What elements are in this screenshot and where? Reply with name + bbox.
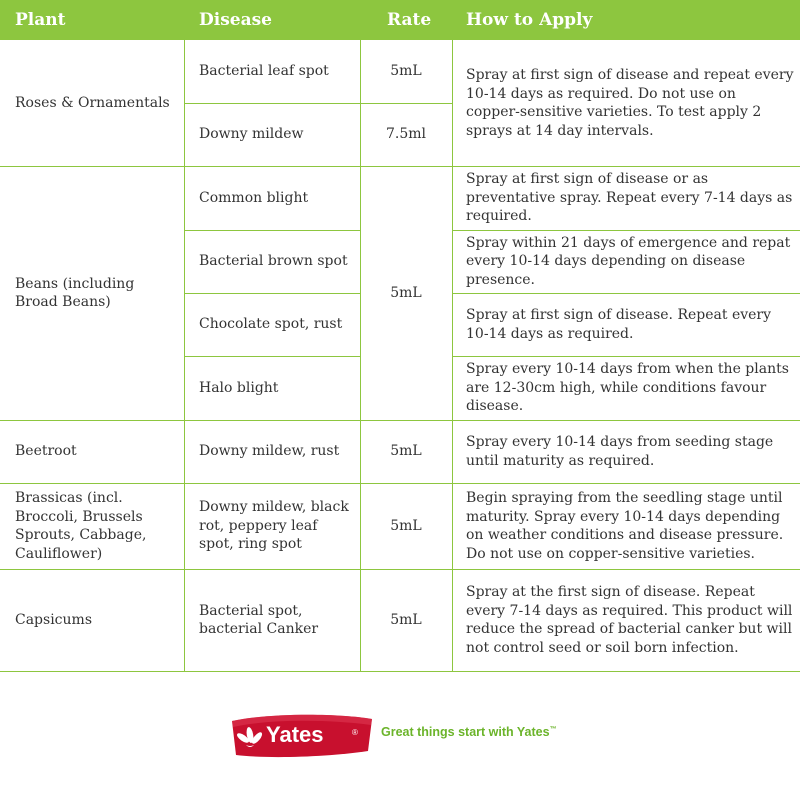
apply-text: Spray at first sign of disease or as preventative spray. Repeat every 7-14 days as required. [466, 171, 793, 225]
disease-cell [199, 483, 349, 569]
plant-name: Brassicas (incl. Broccoli, Brussels Sprouts, Cabbage, Cauliflower) [15, 490, 147, 562]
tagline-text: Great things start with Yates [381, 725, 550, 740]
rate-cell [360, 569, 452, 671]
plant-cell [15, 166, 175, 420]
apply-cell [466, 420, 794, 483]
apply-text: Spray within 21 days of emergence and repat every 10-14 days depending on disease presence. [466, 234, 791, 288]
disease-cell [199, 230, 349, 293]
plant-name: Beans (including Broad Beans) [15, 275, 135, 310]
plant-cell [15, 569, 175, 671]
rate-cell [360, 40, 452, 103]
apply-cell [466, 40, 794, 166]
apply-cell [466, 483, 794, 569]
tagline [381, 720, 557, 740]
plant-cell [15, 40, 175, 166]
disease-name: Bacterial spot, bacterial Canker [199, 602, 319, 637]
rate-value: 5mL [390, 611, 422, 628]
apply-text: Spray at the first sign of disease. Repeat every 7-14 days as required. This product will reduce the spread of bacterial canker but will not control seed or soil born infection. [466, 584, 793, 656]
plant-name: Beetroot [15, 443, 77, 460]
disease-name: Chocolate spot, rust [199, 316, 343, 333]
apply-cell [466, 569, 794, 671]
apply-text: Begin spraying from the seedling stage until maturity. Spray every 10-14 days depending on weather conditions and disease pressure. Do not use on copper-sensitive varieties. [466, 490, 784, 562]
rate-value: 5mL [390, 284, 422, 301]
disease-cell [199, 293, 349, 356]
table-header [0, 0, 800, 40]
plant-name: Capsicums [15, 611, 92, 628]
rate-value: 5mL [390, 517, 422, 534]
rate-cell [360, 166, 452, 420]
disease-name: Common blight [199, 189, 309, 206]
disease-cell [199, 40, 349, 103]
disease-cell [199, 103, 349, 166]
plant-cell [15, 483, 175, 569]
header-rate: Rate [387, 10, 432, 30]
rate-cell [360, 420, 452, 483]
disease-cell [199, 166, 349, 230]
disease-table [0, 40, 800, 672]
yates-logo [228, 711, 374, 759]
rate-value: 5mL [390, 443, 422, 460]
plant-name: Roses & Ornamentals [15, 94, 170, 111]
disease-cell [199, 420, 349, 483]
apply-text: Spray every 10-14 days from when the plants are 12-30cm high, while conditions favour disease. [466, 361, 789, 415]
rate-value: 7.5ml [385, 126, 427, 143]
disease-name: Downy mildew, black rot, peppery leaf spot, ring spot [199, 499, 349, 553]
disease-name: Downy mildew, rust [199, 443, 340, 460]
trademark-mark: ™ [549, 726, 557, 733]
disease-name: Downy mildew [199, 126, 304, 143]
apply-cell [466, 230, 794, 293]
header-disease: Disease [199, 10, 272, 30]
apply-cell [466, 356, 794, 420]
disease-cell [199, 356, 349, 420]
apply-text: Spray at first sign of disease. Repeat every 10-14 days as required. [466, 307, 772, 342]
rate-cell [360, 103, 452, 166]
registered-mark: ® [352, 728, 358, 737]
apply-text: Spray every 10-14 days from seeding stage until maturity as required. [466, 434, 774, 469]
rate-cell [360, 483, 452, 569]
header-plant: Plant [15, 10, 66, 30]
apply-cell [466, 293, 794, 356]
disease-name: Halo blight [199, 379, 279, 396]
plant-cell [15, 420, 175, 483]
rate-value: 5mL [390, 63, 422, 80]
disease-name: Bacterial brown spot [199, 253, 348, 270]
apply-text: Spray at first sign of disease and repeat every 10-14 days as required. Do not use on copper-sensitive varieties. To test apply 2 sprays at 14 day intervals. [466, 67, 794, 139]
apply-cell [466, 166, 794, 230]
disease-name: Bacterial leaf spot [199, 63, 329, 80]
disease-cell [199, 569, 349, 671]
header-how-to-apply: How to Apply [466, 10, 593, 30]
logo-wordmark: Yates [266, 722, 324, 747]
